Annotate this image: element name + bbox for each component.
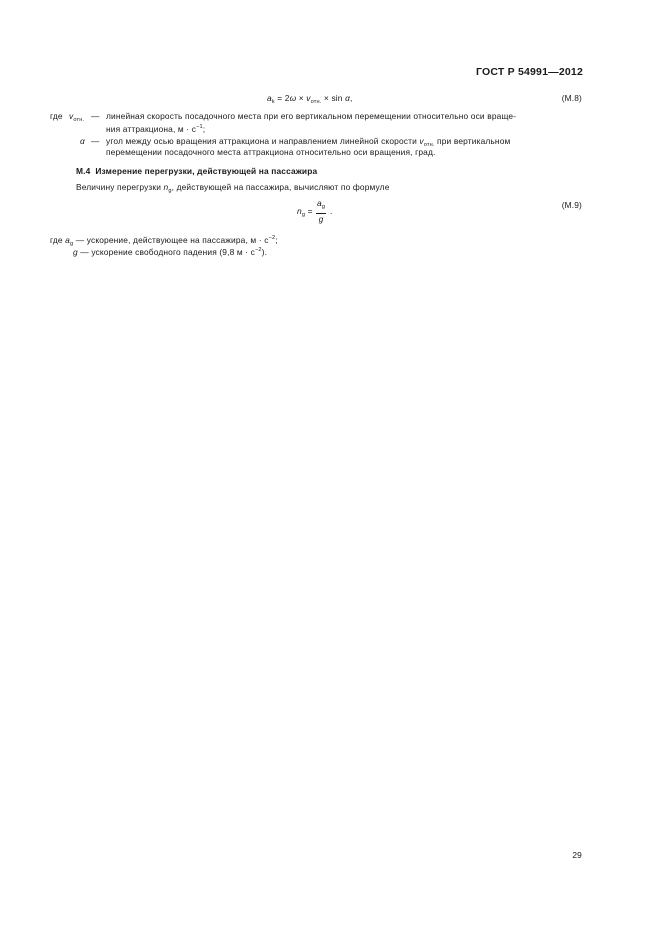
page-number: 29 [572,850,582,860]
definition-symbol: $v_{отн.}$ [69,111,85,123]
formula-function: sin [331,93,343,103]
formula-punctuation: . [330,206,333,216]
fraction-denominator: g [318,214,324,224]
definition-line: g — ускорение свободного падения (9,8 $м \cdot с^{-2}$). [73,247,268,257]
definition-dash: — [91,111,100,121]
formula-m8 [267,93,353,108]
definition-text: ния аттракциона, $м \cdot с^{-1}$; [106,124,206,134]
definition-dash: — [91,136,100,146]
formula-operator: × [323,93,329,103]
formula-subscript: отн. [310,99,322,105]
formula-m9-lhs: $n_g$ = [297,206,313,218]
formula-punctuation: , [350,93,353,103]
definition-line: где $a_g$ — ускорение, действующее на пассажира, $м \cdot с^{-2}$; [50,235,278,247]
fraction-numerator: $a_g$ [316,198,326,214]
section-heading: М.4 Измерение перегрузки, действующей на пассажира [76,166,318,176]
formula-subscript: k [271,99,275,105]
formula-coefficient: 2 [284,93,290,103]
formula-symbol: v [306,93,311,103]
definition-symbol: α [80,136,85,146]
definition-text: линейная скорость посадочного места при его вертикальном перемещении относительно оси враще- [106,111,517,121]
formula-symbol: ω [289,93,297,103]
formula-symbol: a [267,93,272,103]
formula-symbol: α [345,93,351,103]
definition-text: угол между осью вращения аттракциона и направлением линейной скорости $v_{отн.}$ при вертикальном [106,136,511,148]
document-header: ГОСТ Р 54991—2012 [475,66,583,78]
formula-operator: = [277,93,283,103]
formula-number: (М.9) [561,200,582,210]
definition-text: перемещении посадочного места аттракциона относительно оси вращения, град. [106,147,436,157]
paragraph: Величину перегрузки $n_g$, действующей на пассажира, вычисляют по формуле [76,182,390,194]
where-label: где [50,111,63,121]
formula-fraction [316,198,326,225]
formula-number: (М.8) [561,93,582,103]
formula-operator: × [298,93,304,103]
